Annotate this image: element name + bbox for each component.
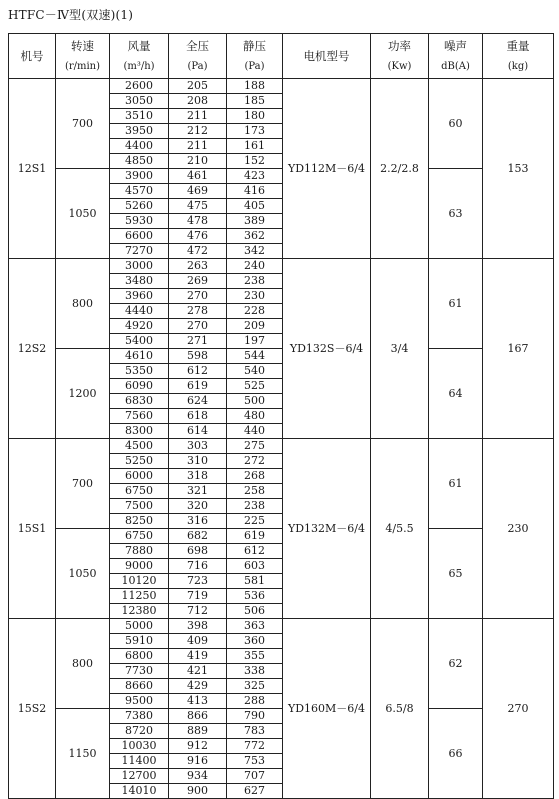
cell-airflow: 4610 bbox=[110, 349, 169, 364]
cell-speed: 700 bbox=[56, 439, 110, 529]
cell-weight: 167 bbox=[483, 259, 554, 439]
cell-speed: 1050 bbox=[56, 169, 110, 259]
cell-static-pressure: 753 bbox=[227, 754, 283, 769]
header-row bbox=[9, 34, 554, 79]
cell-motor: YD132M－6/4 bbox=[283, 439, 371, 619]
table-row bbox=[9, 439, 554, 454]
cell-static-pressure: 230 bbox=[227, 289, 283, 304]
header-power-unit: (Kw) bbox=[387, 60, 412, 72]
cell-static-pressure: 338 bbox=[227, 664, 283, 679]
cell-speed: 800 bbox=[56, 259, 110, 349]
cell-airflow: 7270 bbox=[110, 244, 169, 259]
cell-static-pressure: 627 bbox=[227, 784, 283, 799]
table-body bbox=[9, 79, 554, 799]
cell-airflow: 12700 bbox=[110, 769, 169, 784]
cell-motor: YD112M－6/4 bbox=[283, 79, 371, 259]
cell-total-pressure: 912 bbox=[169, 739, 227, 754]
cell-static-pressure: 772 bbox=[227, 739, 283, 754]
table-title: HTFC－Ⅳ型(双速)(1) bbox=[8, 8, 134, 22]
cell-static-pressure: 416 bbox=[227, 184, 283, 199]
cell-static-pressure: 325 bbox=[227, 679, 283, 694]
cell-total-pressure: 270 bbox=[169, 289, 227, 304]
header-static-pressure-unit: (Pa) bbox=[244, 60, 265, 72]
cell-model: 15S2 bbox=[9, 619, 56, 799]
cell-static-pressure: 536 bbox=[227, 589, 283, 604]
cell-static-pressure: 238 bbox=[227, 499, 283, 514]
cell-total-pressure: 316 bbox=[169, 514, 227, 529]
cell-static-pressure: 188 bbox=[227, 79, 283, 94]
cell-total-pressure: 409 bbox=[169, 634, 227, 649]
cell-total-pressure: 618 bbox=[169, 409, 227, 424]
cell-total-pressure: 211 bbox=[169, 109, 227, 124]
cell-static-pressure: 360 bbox=[227, 634, 283, 649]
cell-total-pressure: 469 bbox=[169, 184, 227, 199]
cell-total-pressure: 916 bbox=[169, 754, 227, 769]
cell-noise: 65 bbox=[429, 529, 483, 619]
header-total-pressure bbox=[169, 34, 227, 79]
cell-weight: 230 bbox=[483, 439, 554, 619]
cell-total-pressure: 598 bbox=[169, 349, 227, 364]
cell-airflow: 6600 bbox=[110, 229, 169, 244]
cell-static-pressure: 180 bbox=[227, 109, 283, 124]
cell-weight: 153 bbox=[483, 79, 554, 259]
header-speed bbox=[56, 34, 110, 79]
cell-total-pressure: 723 bbox=[169, 574, 227, 589]
cell-airflow: 4850 bbox=[110, 154, 169, 169]
cell-static-pressure: 258 bbox=[227, 484, 283, 499]
cell-total-pressure: 270 bbox=[169, 319, 227, 334]
cell-speed: 1200 bbox=[56, 349, 110, 439]
cell-static-pressure: 423 bbox=[227, 169, 283, 184]
cell-airflow: 7560 bbox=[110, 409, 169, 424]
cell-power: 3/4 bbox=[371, 259, 429, 439]
cell-total-pressure: 478 bbox=[169, 214, 227, 229]
cell-static-pressure: 209 bbox=[227, 319, 283, 334]
cell-total-pressure: 320 bbox=[169, 499, 227, 514]
cell-total-pressure: 310 bbox=[169, 454, 227, 469]
fan-spec-table bbox=[8, 33, 554, 799]
cell-static-pressure: 480 bbox=[227, 409, 283, 424]
cell-model: 15S1 bbox=[9, 439, 56, 619]
header-noise bbox=[429, 34, 483, 79]
cell-noise: 60 bbox=[429, 79, 483, 169]
header-model bbox=[9, 34, 56, 79]
cell-total-pressure: 475 bbox=[169, 199, 227, 214]
header-motor-label: 电机型号 bbox=[303, 48, 350, 63]
cell-noise: 62 bbox=[429, 619, 483, 709]
cell-airflow: 5400 bbox=[110, 334, 169, 349]
cell-total-pressure: 934 bbox=[169, 769, 227, 784]
cell-static-pressure: 707 bbox=[227, 769, 283, 784]
cell-total-pressure: 419 bbox=[169, 649, 227, 664]
cell-total-pressure: 208 bbox=[169, 94, 227, 109]
header-total-pressure-label: 全压 bbox=[186, 38, 209, 53]
cell-airflow: 10120 bbox=[110, 574, 169, 589]
cell-speed: 700 bbox=[56, 79, 110, 169]
cell-static-pressure: 342 bbox=[227, 244, 283, 259]
cell-airflow: 6800 bbox=[110, 649, 169, 664]
cell-static-pressure: 161 bbox=[227, 139, 283, 154]
cell-airflow: 7500 bbox=[110, 499, 169, 514]
cell-static-pressure: 238 bbox=[227, 274, 283, 289]
cell-airflow: 8720 bbox=[110, 724, 169, 739]
cell-model: 12S2 bbox=[9, 259, 56, 439]
cell-static-pressure: 152 bbox=[227, 154, 283, 169]
cell-airflow: 3960 bbox=[110, 289, 169, 304]
header-weight bbox=[483, 34, 554, 79]
header-airflow-unit: (m³/h) bbox=[123, 60, 155, 72]
cell-total-pressure: 614 bbox=[169, 424, 227, 439]
cell-airflow: 3950 bbox=[110, 124, 169, 139]
cell-static-pressure: 405 bbox=[227, 199, 283, 214]
cell-total-pressure: 212 bbox=[169, 124, 227, 139]
cell-total-pressure: 205 bbox=[169, 79, 227, 94]
cell-total-pressure: 211 bbox=[169, 139, 227, 154]
cell-airflow: 3000 bbox=[110, 259, 169, 274]
cell-static-pressure: 506 bbox=[227, 604, 283, 619]
cell-airflow: 5350 bbox=[110, 364, 169, 379]
cell-total-pressure: 866 bbox=[169, 709, 227, 724]
cell-airflow: 5250 bbox=[110, 454, 169, 469]
cell-airflow: 4500 bbox=[110, 439, 169, 454]
table-row bbox=[9, 619, 554, 634]
cell-static-pressure: 288 bbox=[227, 694, 283, 709]
cell-airflow: 3900 bbox=[110, 169, 169, 184]
cell-static-pressure: 603 bbox=[227, 559, 283, 574]
header-static-pressure bbox=[227, 34, 283, 79]
cell-total-pressure: 263 bbox=[169, 259, 227, 274]
cell-model: 12S1 bbox=[9, 79, 56, 259]
header-airflow bbox=[110, 34, 169, 79]
cell-airflow: 6000 bbox=[110, 469, 169, 484]
cell-weight: 270 bbox=[483, 619, 554, 799]
cell-noise: 64 bbox=[429, 349, 483, 439]
cell-total-pressure: 210 bbox=[169, 154, 227, 169]
cell-total-pressure: 889 bbox=[169, 724, 227, 739]
header-total-pressure-unit: (Pa) bbox=[187, 60, 208, 72]
cell-airflow: 11250 bbox=[110, 589, 169, 604]
table-row bbox=[9, 79, 554, 94]
cell-total-pressure: 900 bbox=[169, 784, 227, 799]
cell-total-pressure: 716 bbox=[169, 559, 227, 574]
cell-total-pressure: 612 bbox=[169, 364, 227, 379]
cell-power: 2.2/2.8 bbox=[371, 79, 429, 259]
header-weight-label: 重量 bbox=[506, 38, 530, 53]
header-power bbox=[371, 34, 429, 79]
cell-total-pressure: 472 bbox=[169, 244, 227, 259]
cell-power: 4/5.5 bbox=[371, 439, 429, 619]
table-row bbox=[9, 709, 554, 724]
cell-airflow: 5000 bbox=[110, 619, 169, 634]
cell-static-pressure: 440 bbox=[227, 424, 283, 439]
cell-total-pressure: 619 bbox=[169, 379, 227, 394]
cell-total-pressure: 318 bbox=[169, 469, 227, 484]
cell-airflow: 5930 bbox=[110, 214, 169, 229]
cell-static-pressure: 619 bbox=[227, 529, 283, 544]
cell-total-pressure: 461 bbox=[169, 169, 227, 184]
cell-noise: 66 bbox=[429, 709, 483, 799]
cell-static-pressure: 228 bbox=[227, 304, 283, 319]
header-static-pressure-label: 静压 bbox=[243, 38, 266, 53]
cell-static-pressure: 363 bbox=[227, 619, 283, 634]
cell-static-pressure: 581 bbox=[227, 574, 283, 589]
cell-airflow: 6090 bbox=[110, 379, 169, 394]
table-row bbox=[9, 349, 554, 364]
cell-power: 6.5/8 bbox=[371, 619, 429, 799]
cell-airflow: 8660 bbox=[110, 679, 169, 694]
header-power-label: 功率 bbox=[388, 38, 411, 53]
cell-airflow: 5260 bbox=[110, 199, 169, 214]
cell-airflow: 9500 bbox=[110, 694, 169, 709]
cell-static-pressure: 783 bbox=[227, 724, 283, 739]
cell-total-pressure: 429 bbox=[169, 679, 227, 694]
cell-airflow: 6750 bbox=[110, 529, 169, 544]
cell-airflow: 6750 bbox=[110, 484, 169, 499]
cell-airflow: 14010 bbox=[110, 784, 169, 799]
header-speed-label: 转速 bbox=[71, 38, 94, 53]
cell-total-pressure: 719 bbox=[169, 589, 227, 604]
cell-static-pressure: 225 bbox=[227, 514, 283, 529]
cell-static-pressure: 240 bbox=[227, 259, 283, 274]
cell-total-pressure: 321 bbox=[169, 484, 227, 499]
cell-motor: YD160M－6/4 bbox=[283, 619, 371, 799]
cell-noise: 63 bbox=[429, 169, 483, 259]
header-motor bbox=[283, 34, 371, 79]
cell-total-pressure: 698 bbox=[169, 544, 227, 559]
cell-total-pressure: 271 bbox=[169, 334, 227, 349]
cell-total-pressure: 303 bbox=[169, 439, 227, 454]
cell-airflow: 12380 bbox=[110, 604, 169, 619]
table-row bbox=[9, 259, 554, 274]
cell-airflow: 3510 bbox=[110, 109, 169, 124]
header-airflow-label: 风量 bbox=[127, 38, 151, 53]
cell-airflow: 2600 bbox=[110, 79, 169, 94]
cell-total-pressure: 421 bbox=[169, 664, 227, 679]
cell-total-pressure: 269 bbox=[169, 274, 227, 289]
cell-airflow: 8300 bbox=[110, 424, 169, 439]
cell-airflow: 3050 bbox=[110, 94, 169, 109]
cell-static-pressure: 197 bbox=[227, 334, 283, 349]
table-row bbox=[9, 169, 554, 184]
cell-static-pressure: 272 bbox=[227, 454, 283, 469]
cell-airflow: 4400 bbox=[110, 139, 169, 154]
cell-airflow: 7880 bbox=[110, 544, 169, 559]
header-model-label: 机号 bbox=[20, 48, 44, 63]
cell-noise: 61 bbox=[429, 439, 483, 529]
cell-static-pressure: 173 bbox=[227, 124, 283, 139]
header-speed-unit: (r/min) bbox=[64, 60, 101, 72]
cell-airflow: 10030 bbox=[110, 739, 169, 754]
cell-airflow: 4920 bbox=[110, 319, 169, 334]
cell-total-pressure: 413 bbox=[169, 694, 227, 709]
cell-total-pressure: 398 bbox=[169, 619, 227, 634]
cell-airflow: 6830 bbox=[110, 394, 169, 409]
cell-total-pressure: 476 bbox=[169, 229, 227, 244]
cell-airflow: 7380 bbox=[110, 709, 169, 724]
cell-motor: YD132S－6/4 bbox=[283, 259, 371, 439]
cell-static-pressure: 185 bbox=[227, 94, 283, 109]
cell-static-pressure: 362 bbox=[227, 229, 283, 244]
cell-airflow: 8250 bbox=[110, 514, 169, 529]
cell-static-pressure: 544 bbox=[227, 349, 283, 364]
cell-static-pressure: 355 bbox=[227, 649, 283, 664]
cell-total-pressure: 624 bbox=[169, 394, 227, 409]
cell-speed: 1150 bbox=[56, 709, 110, 799]
cell-static-pressure: 612 bbox=[227, 544, 283, 559]
cell-static-pressure: 500 bbox=[227, 394, 283, 409]
cell-airflow: 3480 bbox=[110, 274, 169, 289]
cell-static-pressure: 540 bbox=[227, 364, 283, 379]
cell-airflow: 9000 bbox=[110, 559, 169, 574]
cell-speed: 800 bbox=[56, 619, 110, 709]
header-noise-unit: dB(A) bbox=[441, 60, 470, 72]
cell-noise: 61 bbox=[429, 259, 483, 349]
cell-total-pressure: 712 bbox=[169, 604, 227, 619]
cell-airflow: 5910 bbox=[110, 634, 169, 649]
cell-speed: 1050 bbox=[56, 529, 110, 619]
header-noise-label: 噪声 bbox=[444, 38, 467, 53]
cell-airflow: 4570 bbox=[110, 184, 169, 199]
cell-total-pressure: 682 bbox=[169, 529, 227, 544]
cell-total-pressure: 278 bbox=[169, 304, 227, 319]
table-row bbox=[9, 529, 554, 544]
cell-airflow: 4440 bbox=[110, 304, 169, 319]
cell-static-pressure: 790 bbox=[227, 709, 283, 724]
cell-airflow: 7730 bbox=[110, 664, 169, 679]
cell-static-pressure: 389 bbox=[227, 214, 283, 229]
cell-static-pressure: 275 bbox=[227, 439, 283, 454]
cell-static-pressure: 525 bbox=[227, 379, 283, 394]
cell-static-pressure: 268 bbox=[227, 469, 283, 484]
header-weight-unit: (kg) bbox=[507, 60, 529, 72]
cell-airflow: 11400 bbox=[110, 754, 169, 769]
